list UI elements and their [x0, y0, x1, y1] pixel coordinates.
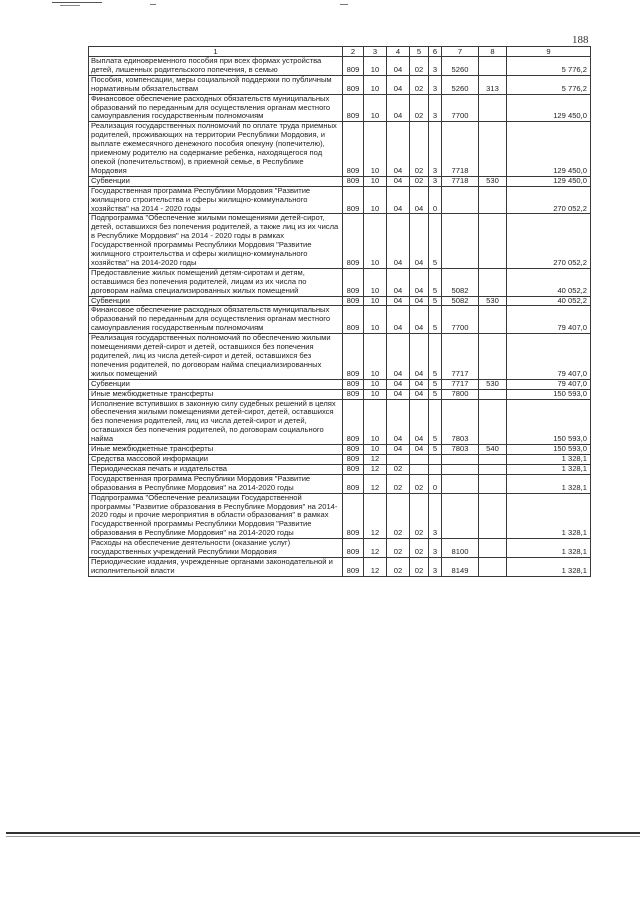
row-code-c3: 12 — [364, 557, 387, 576]
row-amount: 129 450,0 — [507, 94, 591, 122]
row-code-c4: 04 — [387, 75, 410, 94]
row-code-c2: 809 — [343, 306, 364, 334]
row-code-c8: 530 — [479, 296, 507, 306]
row-code-c4: 04 — [387, 214, 410, 268]
row-amount: 40 052,2 — [507, 268, 591, 296]
row-amount: 1 328,1 — [507, 493, 591, 539]
row-description: Государственная программа Республики Мордовия "Развитие образования в Республике Мордовия" на 2014-2020 годы — [89, 474, 343, 493]
row-code-c5: 04 — [410, 445, 429, 455]
table-row — [89, 389, 591, 399]
row-description: Реализация государственных полномочий по оплате труда приемных родителей, проживающих на территории Республики Мордовия, и выплате ежемесячного денежного пособия опекуну (попечителю), приемному родителю на содержание ребенка, находящегося под опекой (попечительством), в приемной семье, в Республике Мордовия — [89, 122, 343, 176]
header-cell: 5 — [410, 47, 429, 57]
row-description: Предоставление жилых помещений детям-сиротам и детям, оставшимся без попечения родителей, лицам из их числа по договорам найма специализированных жилых помещений — [89, 268, 343, 296]
row-code-c6: 5 — [429, 296, 442, 306]
row-amount: 1 328,1 — [507, 454, 591, 464]
row-code-c3: 10 — [364, 122, 387, 176]
row-code-c5: 04 — [410, 214, 429, 268]
row-description: Периодические издания, учрежденные органами законодательной и исполнительной власти — [89, 557, 343, 576]
table-row — [89, 557, 591, 576]
row-amount: 1 328,1 — [507, 539, 591, 558]
row-code-c2: 809 — [343, 454, 364, 464]
row-code-c4 — [387, 454, 410, 464]
row-code-c6: 5 — [429, 334, 442, 380]
row-description: Периодическая печать и издательства — [89, 464, 343, 474]
row-code-c8 — [479, 57, 507, 76]
row-code-c7 — [442, 464, 479, 474]
row-code-c6: 5 — [429, 389, 442, 399]
header-cell: 2 — [343, 47, 364, 57]
row-code-c3: 10 — [364, 268, 387, 296]
row-code-c3: 10 — [364, 334, 387, 380]
row-code-c4: 04 — [387, 57, 410, 76]
row-code-c7: 5082 — [442, 296, 479, 306]
row-code-c7 — [442, 474, 479, 493]
row-code-c5: 04 — [410, 334, 429, 380]
row-code-c7: 7803 — [442, 399, 479, 445]
row-code-c8: 540 — [479, 445, 507, 455]
row-code-c8: 530 — [479, 379, 507, 389]
row-code-c6: 3 — [429, 75, 442, 94]
row-code-c8 — [479, 268, 507, 296]
table-row — [89, 379, 591, 389]
row-code-c6: 5 — [429, 379, 442, 389]
table-row — [89, 464, 591, 474]
row-code-c6 — [429, 464, 442, 474]
row-code-c5: 04 — [410, 399, 429, 445]
row-code-c4: 02 — [387, 464, 410, 474]
row-code-c8 — [479, 399, 507, 445]
row-code-c7: 5260 — [442, 57, 479, 76]
table-row — [89, 94, 591, 122]
row-description: Субвенции — [89, 296, 343, 306]
row-code-c4: 04 — [387, 379, 410, 389]
row-code-c4: 02 — [387, 474, 410, 493]
row-code-c8 — [479, 454, 507, 464]
row-description: Иные межбюджетные трансферты — [89, 389, 343, 399]
row-code-c3: 10 — [364, 186, 387, 214]
row-code-c3: 10 — [364, 399, 387, 445]
header-cell: 4 — [387, 47, 410, 57]
table-row — [89, 176, 591, 186]
row-amount: 150 593,0 — [507, 389, 591, 399]
row-code-c4: 04 — [387, 268, 410, 296]
row-code-c2: 809 — [343, 474, 364, 493]
row-code-c5 — [410, 454, 429, 464]
row-code-c2: 809 — [343, 57, 364, 76]
row-description: Выплата единовременного пособия при всех формах устройства детей, лишенных родительского попечения, в семью — [89, 57, 343, 76]
row-code-c6 — [429, 454, 442, 464]
row-code-c2: 809 — [343, 75, 364, 94]
row-code-c6: 3 — [429, 557, 442, 576]
row-code-c4: 02 — [387, 557, 410, 576]
row-code-c2: 809 — [343, 94, 364, 122]
row-code-c2: 809 — [343, 539, 364, 558]
row-code-c2: 809 — [343, 379, 364, 389]
row-amount: 1 328,1 — [507, 474, 591, 493]
row-code-c7: 5260 — [442, 75, 479, 94]
header-cell: 8 — [479, 47, 507, 57]
row-code-c7 — [442, 186, 479, 214]
row-description: Подпрограмма "Обеспечение жилыми помещениями детей-сирот, детей, оставшихся без попечения родителей, а также лиц из их числа в Республике Мордовия" на 2014 - 2020 годы в рамках Государственной программы Республики Мордовия "Развитие жилищного строительства и сферы жилищно-коммунального хозяйства" на 2014-2020 годы — [89, 214, 343, 268]
row-code-c4: 02 — [387, 539, 410, 558]
header-cell: 3 — [364, 47, 387, 57]
row-code-c2: 809 — [343, 464, 364, 474]
row-code-c3: 12 — [364, 493, 387, 539]
row-description: Пособия, компенсации, меры социальной поддержки по публичным нормативным обязательствам — [89, 75, 343, 94]
row-code-c8 — [479, 493, 507, 539]
row-code-c2: 809 — [343, 122, 364, 176]
row-code-c8 — [479, 94, 507, 122]
row-code-c3: 10 — [364, 214, 387, 268]
row-code-c8 — [479, 306, 507, 334]
row-code-c3: 10 — [364, 379, 387, 389]
row-code-c7: 7717 — [442, 379, 479, 389]
row-code-c6: 5 — [429, 268, 442, 296]
row-code-c6: 5 — [429, 214, 442, 268]
row-description: Государственная программа Республики Мордовия "Развитие жилищного строительства и сферы жилищно-коммунального хозяйства" на 2014 - 2020 годы — [89, 186, 343, 214]
row-code-c2: 809 — [343, 268, 364, 296]
row-code-c7 — [442, 493, 479, 539]
row-code-c8 — [479, 557, 507, 576]
row-code-c6: 3 — [429, 94, 442, 122]
row-code-c3: 12 — [364, 454, 387, 464]
row-code-c6: 0 — [429, 474, 442, 493]
row-code-c3: 10 — [364, 57, 387, 76]
row-code-c3: 10 — [364, 75, 387, 94]
row-code-c4: 04 — [387, 389, 410, 399]
row-code-c5: 04 — [410, 389, 429, 399]
header-cell: 9 — [507, 47, 591, 57]
row-code-c5: 02 — [410, 474, 429, 493]
row-code-c2: 809 — [343, 214, 364, 268]
table-header-row — [89, 47, 591, 57]
row-code-c8 — [479, 474, 507, 493]
table-row — [89, 474, 591, 493]
row-code-c6: 5 — [429, 445, 442, 455]
row-amount: 79 407,0 — [507, 379, 591, 389]
row-code-c4: 04 — [387, 306, 410, 334]
row-code-c7: 5082 — [442, 268, 479, 296]
row-amount: 270 052,2 — [507, 186, 591, 214]
row-code-c4: 04 — [387, 445, 410, 455]
row-code-c2: 809 — [343, 176, 364, 186]
row-code-c5: 02 — [410, 493, 429, 539]
row-code-c3: 10 — [364, 176, 387, 186]
budget-table — [88, 46, 591, 577]
row-code-c2: 809 — [343, 557, 364, 576]
row-description: Финансовое обеспечение расходных обязательств муниципальных образований по переданным для осуществления органам местного самоуправления государственным полномочиям — [89, 94, 343, 122]
row-code-c2: 809 — [343, 296, 364, 306]
table-row — [89, 306, 591, 334]
table-row — [89, 445, 591, 455]
scan-bottom-edge — [6, 832, 640, 834]
row-code-c8 — [479, 464, 507, 474]
row-code-c7 — [442, 454, 479, 464]
row-code-c2: 809 — [343, 493, 364, 539]
row-code-c3: 10 — [364, 445, 387, 455]
table-row — [89, 539, 591, 558]
scan-artifacts — [0, 0, 640, 8]
row-code-c3: 10 — [364, 389, 387, 399]
row-code-c8 — [479, 389, 507, 399]
row-code-c4: 04 — [387, 186, 410, 214]
row-amount: 79 407,0 — [507, 306, 591, 334]
table-row — [89, 214, 591, 268]
row-code-c7: 7717 — [442, 334, 479, 380]
row-code-c3: 10 — [364, 94, 387, 122]
row-code-c5: 02 — [410, 557, 429, 576]
page-number: 188 — [572, 34, 589, 46]
row-code-c5: 02 — [410, 57, 429, 76]
row-code-c7: 7700 — [442, 306, 479, 334]
row-code-c2: 809 — [343, 445, 364, 455]
row-code-c5: 04 — [410, 306, 429, 334]
row-description: Исполнение вступивших в законную силу судебных решений в целях обеспечения жилыми помещениями детей-сирот, детей, оставшихся без попечения родителей, лиц из числа детей-сирот и детей, оставшихся без попечения родителей, по договорам социального найма — [89, 399, 343, 445]
row-description: Реализация государственных полномочий по обеспечению жилыми помещениями детей-сирот и детей, оставшихся без попечения родителей, лиц из числа детей-сирот и детей, оставшихся без попечения родителей, по договорам найма специализированных жилых помещений — [89, 334, 343, 380]
row-code-c5: 02 — [410, 176, 429, 186]
row-amount: 79 407,0 — [507, 334, 591, 380]
row-description: Средства массовой информации — [89, 454, 343, 464]
row-code-c8 — [479, 122, 507, 176]
table-row — [89, 122, 591, 176]
row-code-c2: 809 — [343, 399, 364, 445]
row-code-c4: 04 — [387, 122, 410, 176]
row-code-c5: 02 — [410, 539, 429, 558]
row-code-c8 — [479, 186, 507, 214]
row-code-c8: 530 — [479, 176, 507, 186]
row-amount: 1 328,1 — [507, 464, 591, 474]
row-code-c4: 04 — [387, 94, 410, 122]
row-code-c3: 12 — [364, 474, 387, 493]
row-code-c5: 02 — [410, 75, 429, 94]
row-amount: 129 450,0 — [507, 176, 591, 186]
row-code-c5: 04 — [410, 186, 429, 214]
row-code-c7: 7700 — [442, 94, 479, 122]
table-row — [89, 454, 591, 464]
row-code-c5: 02 — [410, 122, 429, 176]
row-code-c6: 3 — [429, 493, 442, 539]
row-code-c7 — [442, 214, 479, 268]
header-cell: 1 — [89, 47, 343, 57]
row-amount: 129 450,0 — [507, 122, 591, 176]
header-cell: 7 — [442, 47, 479, 57]
table-row — [89, 57, 591, 76]
row-code-c4: 04 — [387, 296, 410, 306]
scan-bottom-edge-shadow — [6, 836, 640, 837]
row-amount: 1 328,1 — [507, 557, 591, 576]
row-code-c7: 7718 — [442, 122, 479, 176]
row-description: Финансовое обеспечение расходных обязательств муниципальных образований по переданным для осуществления органам местного самоуправления государственным полномочиям — [89, 306, 343, 334]
row-code-c3: 12 — [364, 539, 387, 558]
row-code-c4: 04 — [387, 334, 410, 380]
row-code-c5 — [410, 464, 429, 474]
row-code-c5: 04 — [410, 379, 429, 389]
row-amount: 150 593,0 — [507, 445, 591, 455]
row-code-c4: 04 — [387, 399, 410, 445]
row-code-c3: 12 — [364, 464, 387, 474]
row-amount: 5 776,2 — [507, 57, 591, 76]
row-amount: 270 052,2 — [507, 214, 591, 268]
row-code-c6: 3 — [429, 539, 442, 558]
table-row — [89, 268, 591, 296]
row-code-c6: 3 — [429, 122, 442, 176]
row-code-c8 — [479, 334, 507, 380]
row-description: Субвенции — [89, 176, 343, 186]
row-code-c8: 313 — [479, 75, 507, 94]
row-code-c2: 809 — [343, 186, 364, 214]
table-row — [89, 75, 591, 94]
row-description: Подпрограмма "Обеспечение реализации Государственной программы "Развитие образования в Республике Мордовия" на 2014-2020 годы и прочие мероприятия в области образования" в рамках Государственной программы Республики Мордовия "Развитие образования в Республике Мордовия" на 2014-2020 годы — [89, 493, 343, 539]
row-code-c7: 8149 — [442, 557, 479, 576]
row-amount: 40 052,2 — [507, 296, 591, 306]
row-code-c8 — [479, 214, 507, 268]
row-code-c8 — [479, 539, 507, 558]
row-code-c6: 5 — [429, 306, 442, 334]
row-code-c6: 3 — [429, 57, 442, 76]
table-row — [89, 186, 591, 214]
table-row — [89, 493, 591, 539]
row-code-c5: 04 — [410, 268, 429, 296]
row-code-c4: 02 — [387, 493, 410, 539]
row-code-c5: 04 — [410, 296, 429, 306]
row-code-c6: 0 — [429, 186, 442, 214]
row-code-c7: 7803 — [442, 445, 479, 455]
row-code-c7: 8100 — [442, 539, 479, 558]
row-code-c7: 7718 — [442, 176, 479, 186]
row-code-c2: 809 — [343, 334, 364, 380]
row-code-c3: 10 — [364, 306, 387, 334]
row-amount: 5 776,2 — [507, 75, 591, 94]
row-description: Расходы на обеспечение деятельности (оказание услуг) государственных учреждений Республики Мордовия — [89, 539, 343, 558]
row-code-c7: 7800 — [442, 389, 479, 399]
table-row — [89, 334, 591, 380]
table-row — [89, 399, 591, 445]
header-cell: 6 — [429, 47, 442, 57]
row-code-c5: 02 — [410, 94, 429, 122]
row-description: Субвенции — [89, 379, 343, 389]
row-description: Иные межбюджетные трансферты — [89, 445, 343, 455]
row-amount: 150 593,0 — [507, 399, 591, 445]
row-code-c6: 5 — [429, 399, 442, 445]
row-code-c6: 3 — [429, 176, 442, 186]
row-code-c3: 10 — [364, 296, 387, 306]
table-row — [89, 296, 591, 306]
row-code-c4: 04 — [387, 176, 410, 186]
row-code-c2: 809 — [343, 389, 364, 399]
